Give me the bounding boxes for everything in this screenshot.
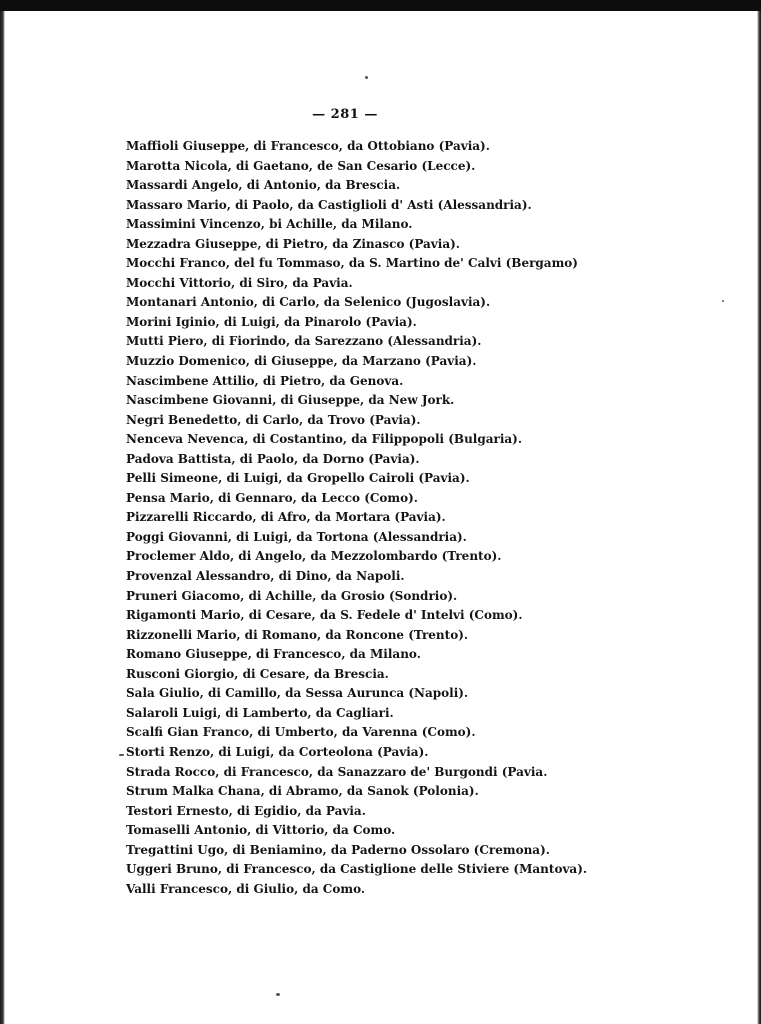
list-item: Massardi Angelo, di Antonio, da Brescia. [126,178,401,193]
scan-speck [722,300,724,302]
list-item: Strada Rocco, di Francesco, da Sanazzaro de' Burgondi (Pavia. [126,764,548,779]
list-item: Mezzadra Giuseppe, di Pietro, da Zinasco (Pavia). [126,236,460,251]
list-item: Tomaselli Antonio, di Vittorio, da Como. [126,823,396,838]
list-item: Morini Iginio, di Luigi, da Pinarolo (Pavia). [126,314,417,329]
list-item: Poggi Giovanni, di Luigi, da Tortona (Alessandria). [126,529,467,544]
page-number: — 281 — [312,107,378,122]
list-item: Negri Benedetto, di Carlo, da Trovo (Pavia). [126,412,421,427]
list-item: Massimini Vincenzo, bi Achille, da Milano. [126,217,413,232]
list-item: Scalfi Gian Franco, di Umberto, da Varenna (Como). [126,725,476,740]
list-item: Uggeri Bruno, di Francesco, da Castiglione delle Stiviere (Mantova). [126,862,588,877]
list-item: Mocchi Franco, del fu Tommaso, da S. Martino de' Calvi (Bergamo) [126,256,578,271]
list-item: Rigamonti Mario, di Cesare, da S. Fedele d' Intelvi (Como). [126,608,523,623]
list-item: Testori Ernesto, di Egidio, da Pavia. [126,803,366,818]
list-item: Pruneri Giacomo, di Achille, da Grosio (Sondrio). [126,588,458,603]
scan-speck [119,754,124,756]
list-item: Valli Francesco, di Giulio, da Como. [126,881,366,896]
name-list [126,137,587,899]
list-item: Tregattini Ugo, di Beniamino, da Paderno Ossolaro (Cremona). [126,842,550,857]
list-item: Maffioli Giuseppe, di Francesco, da Ottobiano (Pavia). [126,139,490,153]
list-item: Montanari Antonio, di Carlo, da Selenico (Jugoslavia). [126,295,491,310]
list-item: Pelli Simeone, di Luigi, da Gropello Cairoli (Pavia). [126,471,470,486]
list-item: Sala Giulio, di Camillo, da Sessa Aurunca (Napoli). [126,686,469,701]
scan-left-border [0,11,5,1024]
list-item: Muzzio Domenico, di Giuseppe, da Marzano (Pavia). [126,354,477,369]
list-item: Nenceva Nevenca, di Costantino, da Filippopoli (Bulgaria). [126,432,523,447]
list-item: Salaroli Luigi, di Lamberto, da Cagliari. [126,705,394,720]
list-item: Strum Malka Chana, di Abramo, da Sanok (Polonia). [126,784,479,799]
list-item: Romano Giuseppe, di Francesco, da Milano. [126,647,421,662]
scan-speck [365,76,368,79]
list-item: Storti Renzo, di Luigi, da Corteolona (Pavia). [126,744,429,759]
list-item: Padova Battista, di Paolo, da Dorno (Pavia). [126,451,420,466]
scan-right-border [757,11,761,1024]
list-item: Pizzarelli Riccardo, di Afro, da Mortara (Pavia). [126,510,446,525]
scan-speck [276,993,280,996]
list-item: Nascimbene Giovanni, di Giuseppe, da New Jork. [126,393,455,408]
list-item: Mocchi Vittorio, di Siro, da Pavia. [126,275,353,290]
list-item: Rusconi Giorgio, di Cesare, da Brescia. [126,666,389,681]
list-item: Nascimbene Attilio, di Pietro, da Genova. [126,373,404,388]
list-item: Provenzal Alessandro, di Dino, da Napoli. [126,569,405,584]
list-item: Mutti Piero, di Fiorindo, da Sarezzano (Alessandria). [126,334,482,349]
list-item: Proclemer Aldo, di Angelo, da Mezzolombardo (Trento). [126,549,502,564]
list-item: Rizzonelli Mario, di Romano, da Roncone (Trento). [126,627,469,642]
list-item: Massaro Mario, di Paolo, da Castiglioli d' Asti (Alessandria). [126,197,532,212]
scan-top-border [0,0,761,11]
list-item: Marotta Nicola, di Gaetano, de San Cesario (Lecce). [126,158,476,173]
list-item: Pensa Mario, di Gennaro, da Lecco (Como). [126,490,418,505]
